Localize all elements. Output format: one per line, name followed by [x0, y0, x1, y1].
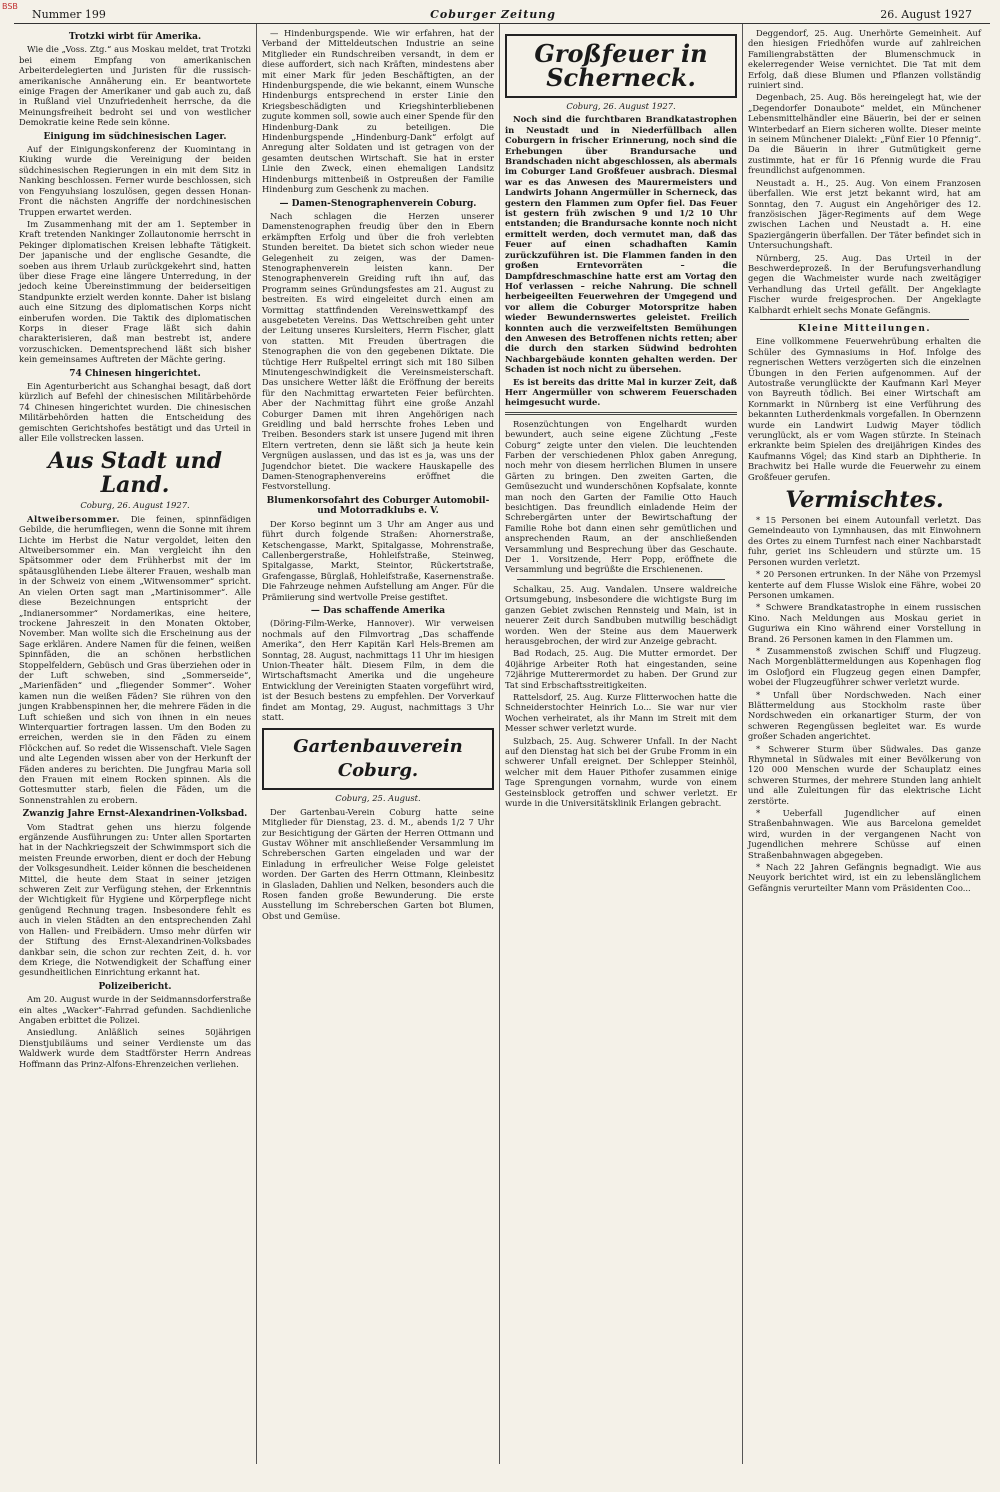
article-gartenbauverein: Der Gartenbau-Verein Coburg hatte seine Mitglieder für Dienstag, 23. d. M., abends 1/2 7 Uhr zur Besichtigung der Gärten der Herren Ottmann und Gustav Wöhner mit anschließender Versammlung im Schreberschen Garten eingeladen und war der Einladung in erfreulicher Weise Folge geleistet worden. Der Garten des Herrn Ottmann, Kleinbesitz in Glasladen, Dahlien und Nelken, besonders auch die Rosen fanden große Bewunderung. Die erste Ausstellung im Schreberschen Garten bot Blumen, Obst und Gemüse.: [262, 806, 494, 921]
headline-gartenbauverein: Gartenbauverein Coburg.: [262, 728, 494, 790]
column-2: [257, 24, 500, 1464]
article-trotzki: Wie die „Voss. Ztg.“ aus Moskau meldet, trat Trotzki bei einem Empfang von amerikanischen Arbeiterdelegierten und Juristen für die russisch-amerikanische Annäherung ein. Er beantwortete einige Fragen der Amerikaner und gab auch zu, daß in Rußland viel Unzufriedenheit herrsche, da die Meinungsfreiheit bedroht sei und von westlicher Demokratie keine Rede sein könne.: [19, 44, 251, 128]
article-deggendorf: Deggendorf, 25. Aug. Unerhörte Gemeinheit. Auf den hiesigen Friedhöfen wurde auf zahlreichen Familiengrabstätten der Blumenschmuck in ekelerregender Weise vernichtet. Die Tat mit dem Erfolg, daß diese Blumen und Pflanzen vollständig ruiniert sind.: [748, 28, 981, 91]
column-1: [14, 24, 257, 1464]
article-vermischtes-4: * Zusammenstoß zwischen Schiff und Flugzeug. Nach Morgenblättermeldungen aus Kopenhagen flog im Oslofjord ein Flugzeug gegen einen Dampfer, wobei der Flugzeugführer schwer verletzt wurde.: [748, 645, 981, 688]
dateline-stadt: Coburg, 26. August 1927.: [80, 500, 190, 511]
masthead: [14, 4, 990, 24]
issue-date: 26. August 1927: [880, 8, 972, 21]
article-kleine-mitteilungen: Eine vollkommene Feuerwehrübung erhalten die Schüler des Gymnasiums in Hof. Infolge des regnerischen Wetters verzögerten sich die einzelnen Übungen in den Ferien aufgenommen. Auf der Autostraße verunglückte der Kaufmann Karl Meyer von Bayreuth tödlich. Bei einer Wirtschaft am Kornmarkt in Nürnberg ist eine Verführung des bekannten Lutherdenkmals vorgefallen. In Obernzenn wurde ein Landwirt Ludwig Mayer tödlich verunglückt, als er vom Wagen stürzte. In Steinach erkrankte beim Spielen des dreijährigen Kindes des Kaufmanns Vögel; das Kind starb an Diphtherie. In Brachwitz bei Halle wurde die Feuerwehr zu einem Großfeuer gerufen.: [748, 336, 981, 482]
article-grossfeuer: Noch sind die furchtbaren Brandkatastrophen in Neustadt und in Niederfüllbach allen Coburgern in frischer Erinnerung, noch sind die Erhebungen über Brandursache und Brandschaden nicht abgeschlossen, als abermals im Coburger Land Großfeuer ausbrach. Diesmal war es das Anwesen des Maurermeisters und Landwirts Johann Angermüller in Scherneck, das gestern den Flammen zum Opfer fiel. Das Feuer ist gestern früh zwischen 9 und 1/2 10 Uhr entstanden; die Brandursache konnte noch nicht ermittelt werden, doch vermutet man, daß das Feuer auf einen schadhaften Kamin zurückzuführen ist. Die Flammen fanden in den großen Erntevorräten – die Dampfdreschmaschine hatte erst am Vortag den Hof verlassen – reiche Nahrung. Die schnell herbeigeeilten Feuerwehren der Umgegend und vor allem die Coburger Motorspritze haben wieder Bewundernswertes geleistet. Freilich konnten auch die verzweifeltsten Bemühungen den Anwesen des Betroffenen nichts retten; aber die durch den starken Südwind bedrohten Nachbargebäude konnten gehalten werden. Der Schaden ist noch nicht zu übersehen.: [505, 114, 737, 375]
article-chinesen: Ein Agenturbericht aus Schanghai besagt, daß dort kürzlich auf Befehl der chinesischen Militärbehörde 74 Chinesen hingerichtet wurden. Die chinesischen Militärbehörden hatten die Entscheidung des gemischten Gerichtshofes bestätigt und das Urteil in aller Eile vollstrecken lassen.: [19, 381, 251, 444]
divider: [760, 319, 969, 320]
headline-chinesen: 74 Chinesen hingerichtet.: [69, 368, 201, 379]
lead-altweibersommer: Altweibersommer.: [27, 513, 120, 524]
article-polizeibericht: Am 20. August wurde in der Seidmannsdorferstraße ein altes „Wacker“-Fahrrad gefunden. Sachdienliche Angaben erbittet die Polizei.: [19, 994, 251, 1025]
column-4: [743, 24, 986, 1464]
headline-amerika: — Das schaffende Amerika: [310, 605, 446, 616]
section-title-vermischtes: Vermischtes.: [785, 487, 944, 514]
newspaper-title: Coburger Zeitung: [430, 8, 556, 21]
article-blumenkorso: Der Korso beginnt um 3 Uhr am Anger aus und führt durch folgende Straßen: Ahornerstraße, Ketschengasse, Markt, Spitalgasse, Mohrenstraße, Callenbergerstraße, Hohleifstraße, Steinweg, Spitalgasse, Markt, Steintor, Rückertstraße, Grafengasse, Bürglaß, Hohleifstraße, Kasernenstraße. Die Fahrzeuge nehmen Aufstellung am Anger. Für die Prämiierung sind wertvolle Preise gestiftet.: [262, 518, 494, 602]
article-amerika: (Döring-Film-Werke, Hannover). Wir verweisen nochmals auf den Filmvortrag „Das schaffende Amerika“, den Herr Kapitän Karl Hels-Bremen am Sonntag, 28. August, nachmittags 11 Uhr im hiesigen Union-Theater hält. Diesem Film, in dem die Wirtschaftsmacht Amerika und die ungeheure Entwicklung der Vereinigten Staaten vorgeführt wird, ist der Besuch bestens zu empfehlen. Der Vorverkauf findet am Montag, 29. August, nachmittags 3 Uhr statt.: [262, 618, 494, 722]
article-einigung-2: Im Zusammenhang mit der am 1. September in Kraft tretenden Nankinger Zollautonomie herrscht in Pekinger diplomatischen Kreisen lebhafte Tätigkeit. Der japanische und der englische Gesandte, die soeben aus ihrem Urlaub zurückgekehrt sind, hatten über diese Frage eine längere Unterredung, in der jedoch keine Übereinstimmung der beiderseitigen Standpunkte erzielt werden konnte. Daher ist bislang auch eine Sitzung des diplomatischen Korps nicht einberufen worden. Die Taktik des diplomatischen Korps in dieser Frage läßt sich dahin charakterisieren, daß man bestrebt ist, andere vorzuschicken. Dementsprechend läßt sich bisher kein gemeinsames Auftreten der Mächte gering.: [19, 218, 251, 365]
article-ansiedlung: Ansiedlung. Anläßlich seines 50jährigen Dienstjubiläums und seiner Verdienste um das Waldwerk wurde dem Stadtförster Herrn Andreas Hoffmann das Prinz-Alfons-Ehrenzeichen verliehen.: [19, 1027, 251, 1069]
article-neustadt: Neustadt a. H., 25. Aug. Von einem Franzosen überfallen. Wie erst jetzt bekannt wird, hat am Sonntag, den 7. August ein Angehöriger des 12. französischen Jäger-Regiments auf dem Wege zwischen Lachen und Neustadt a. H. eine Spaziergängerin überfallen. Der Täter befindet sich in Untersuchungshaft.: [748, 177, 981, 251]
article-degenbach: Degenbach, 25. Aug. Bös hereingelegt hat, wie der „Degendorfer Donaubote“ meldet, ein Münchener Lebensmittelhändler eine Bäuerin, bei der er seinen Winterbedarf an Eiern sicheren wollte. Dieser meinte in seinem Münchener Dialekt: „Fünf Eier 10 Pfennig“. Da die Bäuerin in ihrer Gutmütigkeit gerne zustimmte, hat er für 16 Pfennig wurde die Frau freundlichst aufgenommen.: [748, 92, 981, 176]
headline-stenographen: — Damen-Stenographenverein Coburg.: [279, 198, 477, 209]
article-altweibersommer: [19, 514, 251, 805]
article-sulzbach: Sulzbach, 25. Aug. Schwerer Unfall. In der Nacht auf den Dienstag hat sich bei der Grube Fromm in ein schwerer Unfall ereignet. Der Schlepper Steinhöl, welcher mit dem Hauer Pithofer zusammen einige Tage Sprengungen vornahm, wurde von einem Gesteinsblock getroffen und schwer verletzt. Er wurde in die Universitätsklinik Erlangen gebracht.: [505, 735, 737, 808]
columns: [14, 24, 990, 1464]
headline-polizeibericht: Polizeibericht.: [98, 981, 172, 992]
divider: [505, 412, 737, 415]
headline-trotzki: Trotzki wirbt für Amerika.: [68, 32, 202, 42]
headline-kleine-mitteilungen: Kleine Mitteilungen.: [798, 323, 931, 334]
library-mark: BSB: [2, 2, 18, 11]
article-vermischtes-3: * Schwere Brandkatastrophe in einem russischen Kino. Nach Meldungen aus Moskau geriet in Guguriwa ein Kino während einer Vorstellung in Brand. 26 Personen kamen in den Flammen um.: [748, 602, 981, 644]
article-vermischtes-2: * 20 Personen ertrunken. In der Nähe von Przemysl kenterte auf dem Flusse Wislok eine Fähre, wobei 20 Personen umkamen.: [748, 569, 981, 600]
article-vermischtes-1: * 15 Personen bei einem Autounfall verletzt. Das Gemeindeauto von Lymnhausen, das mit Einwohnern des Ortes zu einem Turnfest nach einer Nachbarstadt fuhr, geriet ins Schleudern und stürzte um. 15 Personen wurden verletzt.: [748, 515, 981, 567]
article-hindenburgspende: — Hindenburgspende. Wie wir erfahren, hat der Verband der Mitteldeutschen Industrie an seine Mitglieder ein Rundschreiben versandt, in dem er diese auffordert, sich nach Kräften, mindestens aber mit einer Mark für jeden Beschäftigten, an der Hindenburgspende, die wie bekannt, einem Wunsche Hindenburgs entsprechend in erster Linie den Kriegsbeschädigten und Kriegshinterbliebenen zugute kommen soll, sowie auch einer Spende für den Hindenburg-Dank zu beteiligen. Die Hindenburgspende „Hindenburg-Dank“ erfolgt auf Anregung alter Soldaten und ist getragen von der gesamten deutschen Wirtschaft. Sie hat in erster Linie den Zweck, einen ehemaligen Landsitz Hindenburgs mittenbeiß in Ostpreußen der Familie Hindenburg zum Geschenk zu machen.: [262, 28, 494, 195]
section-title-stadt-land: Aus Stadt und Land.: [48, 448, 222, 499]
headline-volksbad: Zwanzig Jahre Ernst-Alexandrinen-Volksbad.: [22, 809, 248, 820]
dateline-grossfeuer: Coburg, 26. August 1927.: [566, 101, 676, 111]
article-volksbad: Vom Stadtrat gehen uns hierzu folgende ergänzende Ausführungen zu: Unter allen Sportarten hat in der Nachkriegszeit der Schwimmsport sich die meisten Freunde erworben, dient er doch der Hebung der Volksgesundheit. Leider können die bescheidenen Mittel, die heute dem Staat in seiner jetzigen schweren Zeit zur Verfügung stehen, der Erkenntnis der Wichtigkeit für Hygiene und Körperpflege nicht genügend Rechnung tragen. Insbesondere fehlt es auch in vielen Städten an den entsprechenden Zahl von Hallen- und Freibädern. Umso mehr dürfen wir der Stiftung des Ernst-Alexandrinen-Volksbades dankbar sein, die schon zur rechten Zeit, d. h. vor dem Kriege, die Notwendigkeit der Schaffung einer gesundheitlichen Einrichtung erkannt hat.: [19, 821, 251, 978]
headline-einigung: Einigung im südchinesischen Lager.: [43, 131, 227, 142]
article-grossfeuer-end: Es ist bereits das dritte Mal in kurzer Zeit, daß Herr Angermüller von schwerem Feuerschaden heimgesucht wurde.: [505, 376, 737, 408]
headline-grossfeuer: Großfeuer in Scherneck.: [505, 34, 737, 98]
divider: [517, 579, 725, 580]
issue-number: Nummer 199: [32, 8, 106, 21]
article-vermischtes-5: * Unfall über Nordschweden. Nach einer Blättermeldung aus Stockholm raste über Nordschweden ein orkanartiger Sturm, der von schweren Regengüssen begleitet war. Es wurde großer Schaden angerichtet.: [748, 689, 981, 742]
headline-blumenkorso: Blumenkorsofahrt des Coburger Automobil- und Motorradklubs e. V.: [266, 495, 490, 517]
article-rattelsdorf: Rattelsdorf, 25. Aug. Kurze Flitterwochen hatte die Schneiderstochter Heinrich Lo... Sie war nur vier Wochen verheiratet, als ihr Mann im Streit mit dem Messer schwer verletzt wurde.: [505, 691, 737, 734]
text-altweibersommer: Die feinen, spinnfädigen Gebilde, die herumfliegen, wenn die Sonne mit ihrem Lichte im Herbst die Natur vergoldet, leiten den Altweibersommer ein. Man vergleicht ihn den Spätsommer oder dem Frühherbst mit der im spätausglühenden Liebe älterer Frauen, weshalb man in der Schweiz von einem „Witwensommer“ spricht. An vielen Orten sagt man „Martinisommer“. Alle diese Bezeichnungen entspricht der „Indianersommer“ Nordamerikas, eine heitere, trockene Jahreszeit in den Monaten Oktober, November. Man wollte sich die Erscheinung aus der Sage erklären. Andere Namen für die feinen, weißen Spinnfäden, die an schönen herbstlichen Stoppelfeldern, Gebüsch und Gras überziehen oder in der Luft schweben, sind „Sommerseide“, „Marienfäden“ und „fliegender Sommer“. Woher kamen nun die weißen Fäden? Sie rühren von den jungen Krabbenspinnen her, die mehrere Fäden in die Luft schießen und sich von ihnen in ein neues Winterquartier fortragen lassen. Um den Boden zu erreichen, werden sie in den Fäden zu einem Flöckchen auf. So redet die Wissenschaft. Viele Sagen und alte Legenden wissen aber von der Herkunft der Fäden anderes zu berichten. Die Jungfrau Maria soll den Frauen mit einem Rocken spinnen. Als die Gottesmutter starb, fielen die Fäden, um die Sonnenstrahlen zu erobern.: [19, 513, 251, 805]
dateline-garten: Coburg, 25. August.: [335, 793, 421, 804]
article-stenographen: Nach schlagen die Herzen unserer Damenstenographen freudig über den in Ebern erkämpften Erfolg und über die froh verlebten Stunden bereitet. Da bietet sich schon wieder neue Gelegenheit zu zeigen, was der Damen-Stenographenverein leisten kann. Der Stenographenverein Greiding ruft ihn auf, das Programm seines Gründungsfestes am 21. August zu bestreiten. Es wird eingeleitet durch einen am Vormittag stattfindenden Vereinswettkampf des ausgebeteten Vereins. Das Wettschreiben geht unter der Leitung unseres Kursleiters, Herrn Fischer, glatt von statten. Mit Freuden übertragen die Stenographen die von den gegebenen Diktate. Die tüchtige Herr Rußpeltel erringt sich mit 180 Silben Minutengeschwindigkeit die Vereinsmeisterschaft. Das unsichere Wetter läßt die Eröffnung der bereits für den Nachmittag erwarteten Feier befürchten. Aber der Nachmittag führt eine große Anzahl Coburger Damen mit ihren Angehörigen nach Greidling und bald herrschte frohes Leben und Treiben. Besonders stark ist unsere Jugend mit ihren Eltern vertreten, denn sie läßt sich ja heute kein Vergnügen auslassen, und das ist es ja, was uns der Jugendchor bietet. Die wackere Hauskapelle des Damen-Stenographenvereins eröffnet die Festvorstellung.: [262, 210, 494, 492]
article-rodach: Bad Rodach, 25. Aug. Die Mutter ermordet. Der 40jährige Arbeiter Roth hat eingestanden, seine 72jährige Mutterermordet zu haben. Der Grund zur Tat sind Erbschaftsstreitigkeiten.: [505, 648, 737, 690]
article-vermischtes-7: * Ueberfall Jugendlicher auf einen Straßenbahnwagen. Wie aus Barcelona gemeldet wird, wurden in der vergangenen Nacht von Jugendlichen mehrere Schüsse auf einen Straßenbahnwagen abgegeben.: [748, 808, 981, 860]
column-3: [500, 24, 743, 1464]
article-vermischtes-8: * Nach 22 Jahren Gefängnis begnadigt. Wie aus Neuyork berichtet wird, ist ein zu lebenslänglichem Gefängnis verurteilter Mann vom Präsidenten Coo...: [748, 862, 981, 893]
article-nuernberg: Nürnberg, 25. Aug. Das Urteil in der Beschwerdeprozeß. In der Berufungsverhandlung gegen die Wachmeister wurde nach zweitägiger Verhandlung das Urteil gefällt. Der Angeklagte Fischer wurde freigesprochen. Der Angeklagte Kalbhardt erhielt sechs Monate Gefängnis.: [748, 252, 981, 315]
article-schalkau: Schalkau, 25. Aug. Vandalen. Unsere waldreiche Ortsumgebung, insbesondere die wichtigste Burg im ganzen Gebiet zwischen Rennsteig und Main, ist in neuerer Zeit durch Sandbuben mutwillig beschädigt worden. Wen der Steine aus dem Mauerwerk herausgebrochen, der wird zur Anzeige gebracht.: [505, 583, 737, 646]
article-vermischtes-6: * Schwerer Sturm über Südwales. Das ganze Rhymnetal in Südwales mit einer Bevölkerung von 120 000 Menschen wurde der Schauplatz eines schweren Sturmes, der mehrere Stunden lang anhielt und alle Zuleitungen für das elektrische Licht zerstörte.: [748, 743, 981, 806]
article-einigung-1: Auf der Einigungskonferenz der Kuomintang in Kiuking wurde die Vereinigung der beiden südchinesischen Regierungen in ein mit dem Sitz in Nanking beschlossen. Ferner wurde beschlossen, sich von Fengyuhsiang loszulösen, gegen dessen Honan-Front die nächsten Angriffe der nordchinesischen Truppen erwartet werden.: [19, 144, 251, 217]
article-garten-continued: Rosenzüchtungen von Engelhardt wurden bewundert, auch seine eigene Züchtung „Feste Coburg“ zeigte unter den vielen. Die leuchtenden Farben der verschiedenen Phlox gaben Anregung, noch mehr von diesem herrlichen Blumen in unsere Gärten zu bringen. Den zweiten Garten, die Gemüsezucht und wunderschönen Kopfsalate, konnte man noch den Garten der Familie Otto Hauch besichtigen. Das freundlich einladende Heim der Schrebergärten unter der Bewirtschaftung der Familie Rohe bot dann einen sehr gemütlichen und ansprechenden Raum, an der anschließenden Versammlung und Besprechung über das Geschaute. Der 1. Vorsitzende, Herr Popp, eröffnete die Versammlung und begrüßte die Erschienenen.: [505, 418, 737, 575]
